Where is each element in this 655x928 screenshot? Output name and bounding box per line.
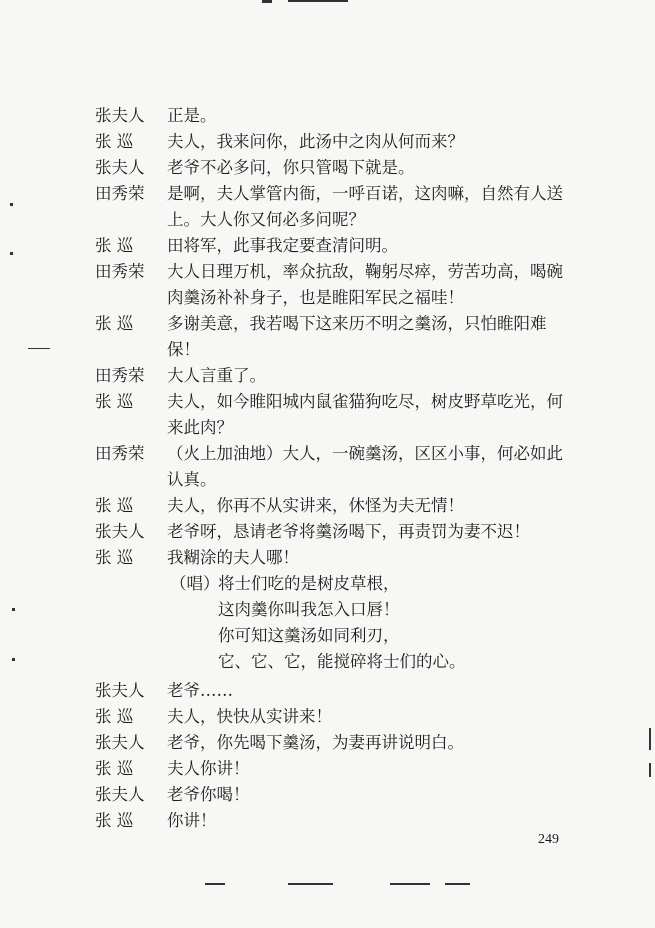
dialogue-text: 夫人，如今睢阳城内鼠雀猫狗吃尽，树皮野草吃光，何	[167, 392, 563, 411]
dialogue-text: 老爷……	[167, 681, 233, 700]
scan-mark	[649, 763, 651, 777]
scan-mark	[445, 883, 470, 885]
dialogue-text: 老爷你喝！	[167, 785, 250, 804]
dialogue-text: 田将军，此事我定要查清问明。	[167, 236, 398, 255]
dialogue-text: 老爷不必多问，你只管喝下就是。	[167, 158, 415, 177]
song-marker: （唱）	[170, 574, 220, 593]
scan-mark	[288, 0, 348, 2]
dialogue-text: 大人日理万机，率众抗敌，鞠躬尽瘁，劳苦功高，喝碗	[167, 262, 563, 281]
speaker-name: 田秀荣	[95, 184, 145, 203]
scan-mark	[10, 203, 13, 206]
speaker-name: 田秀荣	[95, 444, 145, 463]
scan-mark	[28, 348, 50, 349]
speaker-name: 张 巡	[95, 759, 134, 778]
dialogue-text: 夫人，我来问你，此汤中之肉从何而来？	[167, 132, 464, 151]
scan-mark	[262, 0, 272, 3]
speaker-name: 张夫人	[95, 681, 145, 700]
speaker-name: 张夫人	[95, 785, 145, 804]
scan-mark	[12, 608, 15, 611]
speaker-name: 张夫人	[95, 158, 145, 177]
speaker-name: 田秀荣	[95, 262, 145, 281]
scan-mark	[205, 883, 225, 885]
speaker-name: 张夫人	[95, 522, 145, 541]
scan-mark	[390, 883, 430, 885]
scan-mark	[10, 252, 13, 255]
scan-mark	[12, 658, 15, 661]
speaker-name: 张夫人	[95, 106, 145, 125]
page-number: 249	[538, 832, 559, 847]
dialogue-text: 老爷呀，恳请老爷将羹汤喝下，再责罚为妻不迟！	[167, 522, 530, 541]
speaker-name: 张 巡	[95, 811, 134, 830]
dialogue-text: 上。大人你又何必多问呢？	[167, 210, 365, 229]
song-line: 这肉羹你叫我怎入口唇！	[218, 600, 400, 619]
speaker-name: 张 巡	[95, 236, 134, 255]
scan-mark	[288, 883, 333, 885]
dialogue-text: 正是。	[167, 106, 217, 125]
dialogue-text: 你讲！	[167, 811, 217, 830]
scan-mark	[649, 728, 651, 750]
dialogue-text: 大人言重了。	[167, 366, 266, 385]
speaker-name: 张夫人	[95, 733, 145, 752]
song-line: 你可知这羹汤如同利刃，	[218, 626, 400, 645]
speaker-name: 田秀荣	[95, 366, 145, 385]
dialogue-text: 多谢美意，我若喝下这来历不明之羹汤，只怕睢阳难	[167, 314, 547, 333]
dialogue-text: 夫人你讲！	[167, 759, 250, 778]
speaker-name: 张 巡	[95, 392, 134, 411]
dialogue-text: 来此肉？	[167, 418, 233, 437]
dialogue-text: 我糊涂的夫人哪！	[167, 548, 299, 567]
dialogue-text: 肉羹汤补补身子，也是睢阳军民之福哇！	[167, 288, 464, 307]
dialogue-text: （火上加油地）大人，一碗羹汤，区区小事，何必如此	[167, 444, 563, 463]
dialogue-text: 夫人，快快从实讲来！	[167, 707, 332, 726]
dialogue-text: 夫人，你再不从实讲来，休怪为夫无情！	[167, 496, 464, 515]
song-line: 将士们吃的是树皮草根，	[218, 574, 400, 593]
dialogue-text: 认真。	[167, 470, 217, 489]
speaker-name: 张 巡	[95, 496, 134, 515]
song-line: 它、它、它，能搅碎将士们的心。	[218, 652, 466, 671]
speaker-name: 张 巡	[95, 132, 134, 151]
dialogue-text: 是啊，夫人掌管内衙，一呼百诺，这肉嘛，自然有人送	[167, 184, 563, 203]
dialogue-text: 保！	[167, 340, 200, 359]
speaker-name: 张 巡	[95, 707, 134, 726]
speaker-name: 张 巡	[95, 548, 134, 567]
dialogue-text: 老爷，你先喝下羹汤，为妻再讲说明白。	[167, 733, 464, 752]
speaker-name: 张 巡	[95, 314, 134, 333]
